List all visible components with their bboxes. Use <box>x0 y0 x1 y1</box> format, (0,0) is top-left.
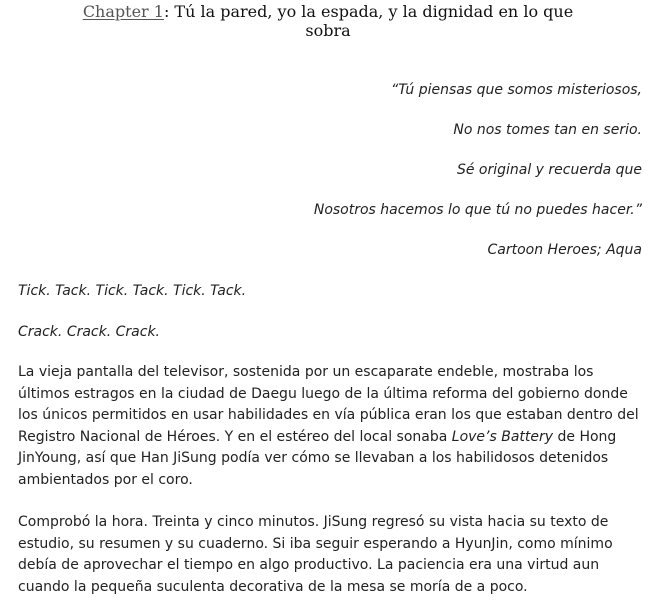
paragraph-text <box>18 362 644 492</box>
epigraph-attribution: Cartoon Heroes; Aqua <box>487 242 642 258</box>
tick-tack-line: Tick. Tack. Tick. Tack. Tick. Tack. <box>18 283 247 299</box>
song-title: Love’s Battery <box>451 428 554 445</box>
chapter-separator: : <box>163 2 170 21</box>
chapter-title-text: Tú la pared, yo la espada, y la dignidad en lo que sobra <box>169 2 574 40</box>
chapter-link[interactable]: Chapter 1 <box>82 2 164 21</box>
story-paragraph <box>18 512 644 598</box>
chapter-heading <box>60 2 596 40</box>
epigraph-line: No nos tomes tan en serio. <box>453 122 642 138</box>
epigraph <box>82 80 642 280</box>
paragraph-text: Comprobó la hora. Treinta y cinco minutos. JiSung regresó su vista hacia su texto de estudio, su resumen y su cuaderno. Si iba seguir esperando a HyunJin, como mínimo debía de aprovechar el tiempo en algo productivo. La paciencia era una virtud aun cuando la pequeña suculenta decorativa de la mesa se moría de a poco. <box>18 514 613 595</box>
epigraph-line: Nosotros hacemos lo que tú no puedes hacer.” <box>313 202 642 218</box>
epigraph-line: Sé original y recuerda que <box>456 162 642 178</box>
story-paragraph <box>18 362 644 492</box>
crack-line: Crack. Crack. Crack. <box>18 324 160 340</box>
paragraph-text-end: de Hong JinYoung, así que Han JiSung podía ver cómo se llevaban a los habilidosos detenidos ambientados por el coro. <box>18 428 617 488</box>
epigraph-line: “Tú piensas que somos misteriosos, <box>391 82 642 98</box>
paragraph-text-start: La vieja pantalla del televisor, sostenida por un escaparate endeble, mostraba los últimos estragos en la ciudad de Daegu luego de la última reforma del gobierno donde los únicos permitidos en usar habilidades en vía pública eran los que estaban dentro del Registro Nacional de Héroes. Y en el estéreo del local sonaba <box>18 364 639 445</box>
